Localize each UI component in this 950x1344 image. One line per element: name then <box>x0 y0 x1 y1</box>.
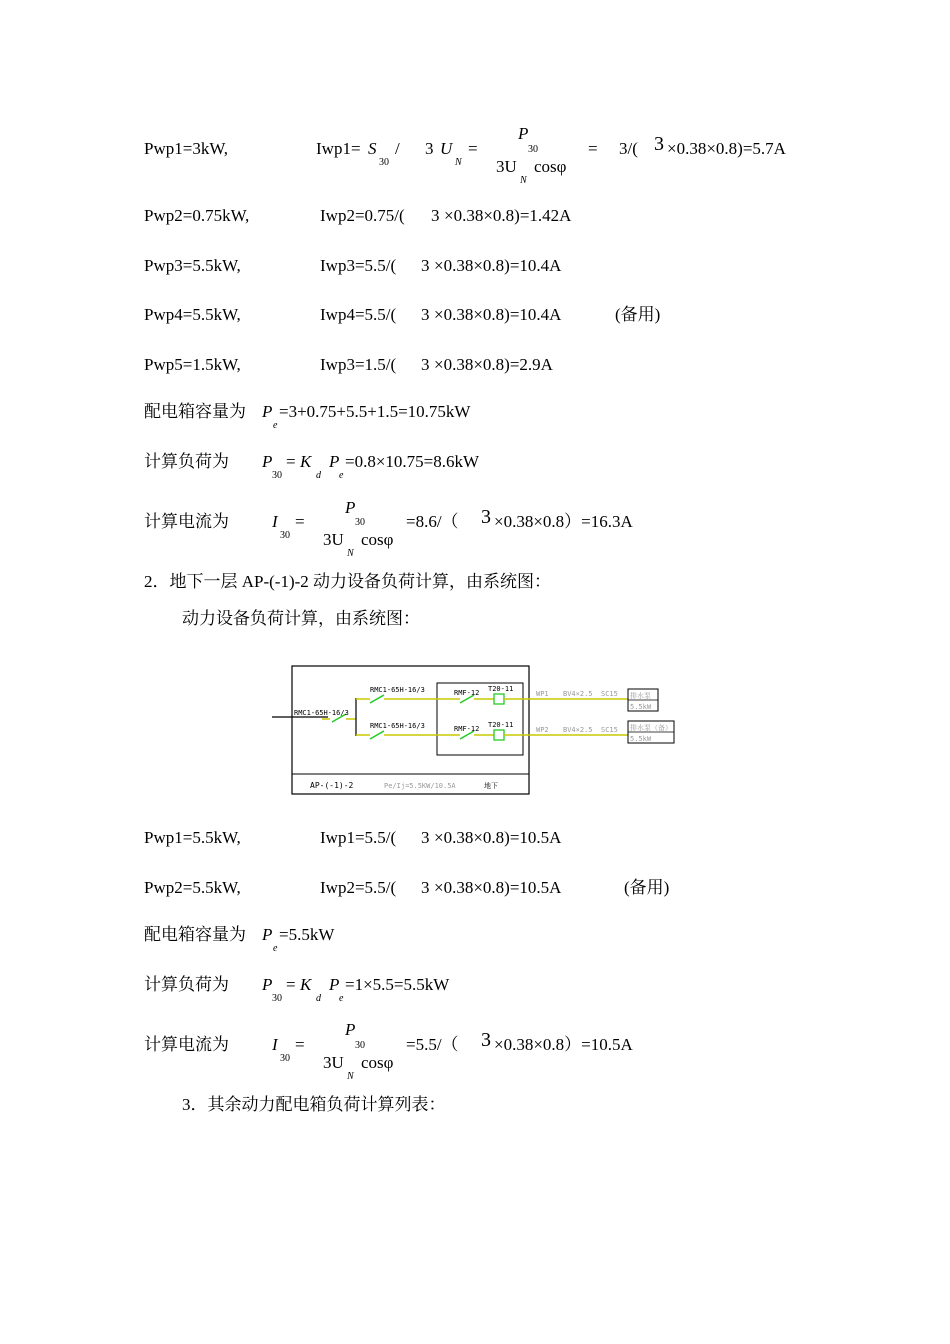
current-denominator-subscript: N <box>347 548 354 559</box>
load-p-symbol: P <box>262 452 273 471</box>
wp1-denominator-3u: 3U <box>496 157 517 176</box>
current-p-subscript: 30 <box>355 517 365 528</box>
wp1-prefix: 3/( <box>619 139 638 158</box>
section2-subheading: 动力设备负荷计算，由系统图： <box>182 609 420 628</box>
system-diagram <box>270 662 680 798</box>
branch2-cable-label: BV4×2.5 <box>563 726 593 734</box>
branch1-cable-label: BV4×2.5 <box>563 690 593 698</box>
wp1-power: Pwp1=3kW, <box>144 139 229 158</box>
s2-load-p2-subscript: e <box>339 993 344 1004</box>
wp1-root3: 3 <box>425 139 434 158</box>
branch2-circuit-label: WP2 <box>536 726 549 734</box>
current-prefix: =8.6/（ <box>406 512 459 531</box>
branch1-relay-label: T20-11 <box>488 685 514 693</box>
s2-current-root3: 3 <box>481 1029 491 1051</box>
load1-power: 5.5kW <box>630 703 652 711</box>
branch2-switch-label: RMF-12 <box>454 725 480 733</box>
branch1-breaker-switch <box>370 695 384 703</box>
current-label: 计算电流为 <box>144 512 229 531</box>
wp1-root3b: 3 <box>654 133 664 155</box>
s2-wp1-power: Pwp1=5.5kW, <box>144 828 241 847</box>
wp2-current-prefix: Iwp2=0.75/( <box>320 206 405 225</box>
wp1-result: ×0.38×0.8)=5.7A <box>667 139 786 158</box>
s2-wp2-power: Pwp2=5.5kW, <box>144 878 241 897</box>
load-value: =0.8×10.75=8.6kW <box>345 452 480 471</box>
s2-capacity-value: =5.5kW <box>279 925 335 944</box>
branch1-relay-symbol <box>494 694 504 704</box>
load-p-subscript: 30 <box>272 470 282 481</box>
s2-wp1-result: ×0.38×0.8)=10.5A <box>434 828 562 847</box>
wp4-current-prefix: Iwp4=5.5/( <box>320 305 397 324</box>
current-i-subscript: 30 <box>280 530 290 541</box>
wp4-root3: 3 <box>421 305 430 324</box>
branch2-relay-label: T20-11 <box>488 721 514 729</box>
wp2-power: Pwp2=0.75kW, <box>144 206 250 225</box>
s2-current-p-numerator: P <box>345 1020 356 1039</box>
s2-wp2-result: ×0.38×0.8)=10.5A <box>434 878 562 897</box>
branch2-relay-symbol <box>494 730 504 740</box>
s2-current-label: 计算电流为 <box>144 1035 229 1054</box>
s2-current-equals: = <box>295 1035 305 1054</box>
wp1-p-numerator: P <box>518 124 529 143</box>
s2-load-label: 计算负荷为 <box>144 975 229 994</box>
wp5-root3: 3 <box>421 355 430 374</box>
capacity-p-subscript: e <box>273 420 278 431</box>
wp2-result: ×0.38×0.8)=1.42A <box>444 206 572 225</box>
capacity-value: =3+0.75+5.5+1.5=10.75kW <box>279 402 471 421</box>
wp1-u-symbol: U <box>440 139 453 158</box>
s2-current-result: ×0.38×0.8）=10.5A <box>494 1035 633 1054</box>
s2-wp2-current-prefix: Iwp2=5.5/( <box>320 878 397 897</box>
wp1-denominator-subscript: N <box>520 175 527 186</box>
s2-current-cos: cosφ <box>361 1053 394 1072</box>
wp1-equals2: = <box>588 139 598 158</box>
load-p2-subscript: e <box>339 470 344 481</box>
s2-current-prefix: =5.5/（ <box>406 1035 459 1054</box>
wp3-power: Pwp3=5.5kW, <box>144 256 241 275</box>
wp1-equals: = <box>468 139 478 158</box>
load1-name: 排水泵 <box>630 692 651 700</box>
s2-capacity-p-subscript: e <box>273 943 278 954</box>
wp4-standby-note: (备用) <box>615 305 661 324</box>
section2-heading: 2．地下一层 AP-(-1)-2 动力设备负荷计算，由系统图： <box>144 572 552 591</box>
s2-capacity-p-symbol: P <box>262 925 273 944</box>
wp4-power: Pwp4=5.5kW, <box>144 305 241 324</box>
capacity-p-symbol: P <box>262 402 273 421</box>
box-location: 地下 <box>484 782 498 790</box>
s2-current-denominator-3u: 3U <box>323 1053 344 1072</box>
load2-power: 5.5kW <box>630 735 652 743</box>
current-denominator-3u: 3U <box>323 530 344 549</box>
wp1-u-subscript: N <box>455 157 462 168</box>
box-label: AP-(-1)-2 <box>310 781 354 790</box>
wp1-current-lhs: Iwp1= <box>316 139 361 158</box>
load-k-symbol: K <box>300 452 312 471</box>
branch2-conduit-label: SC15 <box>601 726 618 734</box>
s2-wp2-root3: 3 <box>421 878 430 897</box>
main-breaker-label: RMC1-65H-16/3 <box>294 709 349 717</box>
wp3-current-prefix: Iwp3=5.5/( <box>320 256 397 275</box>
wp2-root3: 3 <box>431 206 440 225</box>
s2-load-p-symbol: P <box>262 975 273 994</box>
branch1-breaker-label: RMC1-65H-16/3 <box>370 686 425 694</box>
s2-capacity-label: 配电箱容量为 <box>144 925 246 944</box>
s2-load-k-subscript: d <box>316 993 321 1004</box>
wp5-result: ×0.38×0.8)=2.9A <box>434 355 553 374</box>
load-equals: = <box>286 452 296 471</box>
branch1-circuit-label: WP1 <box>536 690 549 698</box>
s2-load-value: =1×5.5=5.5kW <box>345 975 450 994</box>
current-i-symbol: I <box>272 512 278 531</box>
wp1-s-subscript: 30 <box>379 157 389 168</box>
wp4-result: ×0.38×0.8)=10.4A <box>434 305 562 324</box>
s2-current-i-subscript: 30 <box>280 1053 290 1064</box>
load-label: 计算负荷为 <box>144 452 229 471</box>
s2-current-p-subscript: 30 <box>355 1040 365 1051</box>
s2-current-i-symbol: I <box>272 1035 278 1054</box>
wp1-slash: / <box>395 139 400 158</box>
box-rating: Pe/Ij=5.5KW/10.5A <box>384 782 456 790</box>
s2-wp2-standby-note: (备用) <box>624 878 670 897</box>
current-result: ×0.38×0.8）=16.3A <box>494 512 633 531</box>
s2-wp1-current-prefix: Iwp1=5.5/( <box>320 828 397 847</box>
s2-load-p-subscript: 30 <box>272 993 282 1004</box>
wp5-power: Pwp5=1.5kW, <box>144 355 241 374</box>
capacity-label: 配电箱容量为 <box>144 402 246 421</box>
wp3-root3: 3 <box>421 256 430 275</box>
s2-load-k-symbol: K <box>300 975 312 994</box>
branch2-breaker-label: RMC1-65H-16/3 <box>370 722 425 730</box>
wp5-current-prefix: Iwp3=1.5/( <box>320 355 397 374</box>
wp1-s-symbol: S <box>368 139 377 158</box>
current-p-numerator: P <box>345 498 356 517</box>
load2-name: 排水泵（备） <box>630 724 672 732</box>
load-k-subscript: d <box>316 470 321 481</box>
branch1-conduit-label: SC15 <box>601 690 618 698</box>
section3-heading: 3．其余动力配电箱负荷计算列表： <box>182 1095 446 1114</box>
current-root3: 3 <box>481 506 491 528</box>
wp1-p-subscript: 30 <box>528 144 538 155</box>
branch2-breaker-switch <box>370 731 384 739</box>
branch1-switch-label: RMF-12 <box>454 689 480 697</box>
current-equals: = <box>295 512 305 531</box>
load-p2-symbol: P <box>329 452 340 471</box>
s2-current-denominator-subscript: N <box>347 1071 354 1082</box>
s2-wp1-root3: 3 <box>421 828 430 847</box>
wp1-cos: cosφ <box>534 157 567 176</box>
s2-load-equals: = <box>286 975 296 994</box>
current-cos: cosφ <box>361 530 394 549</box>
wp3-result: ×0.38×0.8)=10.4A <box>434 256 562 275</box>
diagram-inner-box <box>437 683 523 755</box>
s2-load-p2-symbol: P <box>329 975 340 994</box>
